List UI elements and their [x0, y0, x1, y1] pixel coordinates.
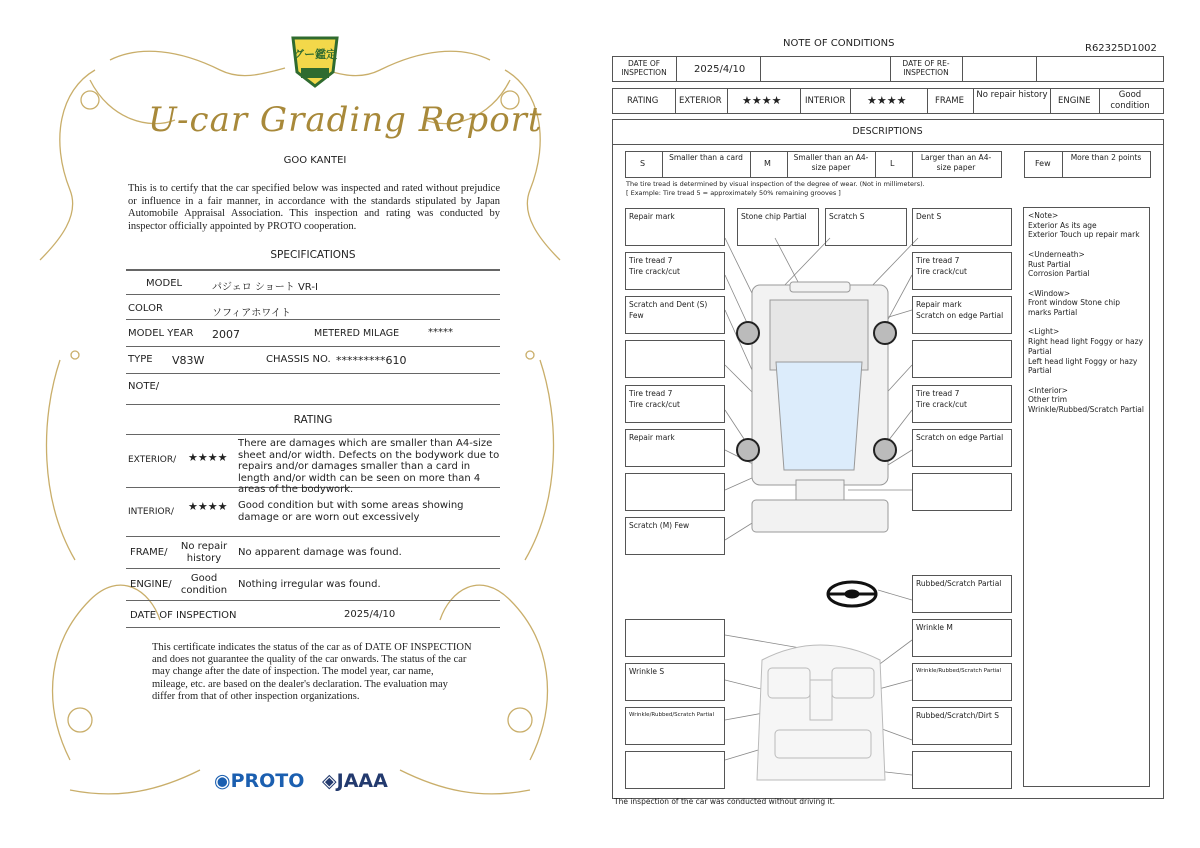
note-line: Right head light Foggy or hazy Partial: [1028, 337, 1144, 356]
rating-row-engine: [126, 569, 500, 601]
rating-heading: RATING: [293, 414, 333, 426]
sheet-footer: The inspection of the car was conducted without driving it.: [614, 797, 835, 806]
damage-box-rear-left: Repair mark: [625, 429, 725, 467]
damage-box-rear-seat-right: [912, 751, 1012, 789]
legend-l: L: [890, 159, 895, 168]
damage-box-tire-rear-left: [625, 385, 725, 423]
frame-label: FRAME/: [130, 547, 168, 558]
jaaa-mark-icon: ◈: [322, 770, 337, 792]
note-line: <Window>: [1028, 288, 1071, 298]
damage-box-right-door: [912, 340, 1012, 378]
damage-box-left-fender: Scratch and Dent (S) Few: [625, 296, 725, 334]
tire-tread: Tire tread 7: [916, 389, 960, 398]
tire-crack: Tire crack/cut: [629, 400, 680, 409]
legend-l-desc: Larger than an A4-size paper: [920, 153, 992, 172]
type-label: TYPE: [128, 354, 153, 365]
tire-tread: Tire tread 7: [629, 389, 673, 398]
steering-wheel-icon: [828, 582, 876, 606]
legend-few: Few: [1035, 159, 1051, 168]
damage-line-1: Repair mark: [916, 300, 962, 309]
tire-crack: Tire crack/cut: [629, 267, 680, 276]
exterior-stars: ★★★★: [188, 451, 228, 464]
note-line: [1028, 318, 1145, 328]
model-value: パジェロ ショート VR-Ⅰ: [212, 282, 318, 293]
interior-description: Good condition but with some areas showing damage or are worn out excessively: [238, 500, 464, 523]
damage-box-console: Rubbed/Scratch/Dirt S: [912, 707, 1012, 745]
specifications-heading: SPECIFICATIONS: [270, 249, 356, 261]
frame-label: FRAME: [935, 96, 964, 106]
notes-list: [1028, 211, 1145, 415]
rating-label: RATING: [627, 96, 659, 106]
certificate-disclaimer: This certificate indicates the status of the car as of DATE OF INSPECTION and does not guarantee the quality of the car onwards. The status of the car may change after the date of inspection. The model year, car name, mileage, etc. are based on the dealer's declaration. The evaluation may differ from that of other inspection organizations.: [152, 642, 472, 702]
note-label: NOTE/: [128, 381, 160, 392]
report-title: U-car Grading Report: [148, 100, 543, 140]
note-line: Wrinkle/Rubbed/Scratch Partial: [1028, 405, 1144, 415]
legend-m-desc: Smaller than an A4-size paper: [793, 153, 869, 172]
proto-logo-text: PROTO: [230, 770, 305, 792]
engine-value: Good condition: [1110, 90, 1150, 111]
spec-row-model: [126, 270, 500, 295]
model-year-value: 2007: [212, 328, 240, 341]
exterior-stars: ★★★★: [742, 94, 782, 107]
interior-label: INTERIOR: [805, 96, 846, 106]
damage-box-front-left: Repair mark: [625, 208, 725, 246]
damage-box-windshield: Stone chip Partial: [737, 208, 819, 246]
note-line: Other trim: [1028, 395, 1068, 405]
model-label: MODEL: [146, 278, 183, 289]
legend-s-desc: Smaller than a card: [669, 153, 743, 162]
damage-box-rear-seat-left: [625, 751, 725, 789]
legend-s: S: [640, 159, 646, 168]
damage-box-left-front-seat: Wrinkle S: [625, 663, 725, 701]
exterior-label: EXTERIOR: [679, 96, 722, 106]
note-line: Corrosion Partial: [1028, 269, 1090, 279]
engine-label: ENGINE/: [130, 579, 172, 590]
model-year-label: MODEL YEAR: [128, 328, 194, 339]
damage-line-2: Scratch on edge Partial: [916, 311, 1004, 320]
mileage-label: METERED MILAGE: [314, 328, 400, 339]
note-line: Left head light Foggy or hazy Partial: [1028, 356, 1138, 376]
note-line: <Note>: [1028, 211, 1059, 220]
interior-stars: ★★★★: [188, 500, 228, 513]
rating-row-frame: [126, 537, 500, 569]
tire-crack: Tire crack/cut: [916, 400, 967, 409]
engine-label: ENGINE: [1058, 96, 1091, 106]
proto-mark-icon: ◉: [214, 770, 231, 792]
note-line: <Underneath>: [1028, 249, 1085, 259]
damage-box-tire-front-right: [912, 252, 1012, 290]
sheet-heading: NOTE OF CONDITIONS: [783, 38, 895, 49]
engine-description: Nothing irregular was found.: [238, 579, 381, 590]
tread-note-2: [ Example: Tire tread 5 = approximately 50% remaining grooves ]: [626, 189, 841, 197]
exterior-label: EXTERIOR/: [128, 455, 177, 465]
tire-tread: Tire tread 7: [916, 256, 960, 265]
damage-box-right-front-seat: Wrinkle/Rubbed/Scratch Partial: [912, 663, 1012, 701]
reference-number: R62325D1002: [1085, 43, 1157, 54]
proto-logo: [214, 770, 304, 792]
chassis-label: CHASSIS NO.: [266, 354, 331, 365]
exterior-description: There are damages which are smaller than A4-size sheet and/or width. Defects on the bodywork due to repairs and/or damages smaller than a card in length and/or width can be seen on more than 4 areas of the bodywork.: [238, 438, 500, 495]
note-line: <Interior>: [1028, 385, 1068, 395]
damage-box-front-right: Dent S: [912, 208, 1012, 246]
damage-box-roof: [625, 473, 725, 511]
damage-box-left-trim: Wrinkle/Rubbed/Scratch Partial: [625, 707, 725, 745]
frame-value: No repair history: [976, 90, 1048, 100]
damage-box-tailgate: [912, 473, 1012, 511]
note-line: [1028, 279, 1145, 289]
color-label: COLOR: [128, 303, 163, 314]
interior-label: INTERIOR/: [128, 507, 174, 517]
damage-box-dashboard: [625, 619, 725, 657]
damage-box-rear-bumper: Scratch (M) Few: [625, 517, 725, 555]
interior-stars: ★★★★: [867, 94, 907, 107]
type-value: V83W: [172, 354, 205, 367]
damage-box-bonnet: Scratch S: [825, 208, 907, 246]
date-of-inspection-label: DATE OF INSPECTION: [621, 59, 667, 77]
spec-row-color: [126, 295, 500, 320]
note-line: [1028, 376, 1145, 386]
note-line: Rust Partial: [1028, 259, 1071, 269]
frame-value: No repair history: [180, 541, 228, 564]
date-of-reinspection-label: DATE OF RE-INSPECTION: [902, 59, 950, 77]
tire-crack: Tire crack/cut: [916, 267, 967, 276]
mileage-value: *****: [428, 327, 453, 338]
legend-few-desc: More than 2 points: [1070, 153, 1142, 162]
date-label: DATE OF INSPECTION: [130, 610, 237, 621]
report-subtitle: GOO KANTEI: [283, 155, 347, 166]
rating-row-date: [126, 601, 500, 628]
note-line: Exterior Touch up repair mark: [1028, 230, 1140, 240]
damage-box-steering: Rubbed/Scratch Partial: [912, 575, 1012, 613]
date-value: 2025/4/10: [344, 609, 396, 620]
tire-tread: Tire tread 7: [629, 256, 673, 265]
jaaa-logo: [322, 770, 388, 792]
legend-m: M: [764, 159, 771, 168]
tread-note-1: The tire tread is determined by visual inspection of the degree of wear. (Not in millimeters).: [626, 180, 925, 188]
damage-box-tire-rear-right: [912, 385, 1012, 423]
engine-value: Good condition: [180, 573, 228, 596]
damage-box-ceiling: Wrinkle M: [912, 619, 1012, 657]
chassis-value: *********610: [336, 354, 407, 367]
spec-row-type: [126, 347, 500, 374]
note-line: <Light>: [1028, 327, 1060, 337]
frame-description: No apparent damage was found.: [238, 547, 402, 558]
note-line: [1028, 240, 1145, 250]
jaaa-logo-text: JAAA: [336, 770, 388, 792]
note-line: Exterior As its age: [1028, 220, 1097, 230]
color-value: ソフィアホワイト: [212, 308, 291, 319]
badge-text: グー鑑定: [293, 48, 337, 61]
certification-statement: This is to certify that the car specified below was inspected and rated without prejudice or influence in a fair manner, in accordance with the standards stipulated by Japan Automobile Appraisal Association. This inspection and rating was conducted by inspector officially appointed by PROTO cooperation.: [128, 183, 500, 232]
date-of-inspection-value: 2025/4/10: [694, 64, 746, 75]
damage-box-left-door: [625, 340, 725, 378]
damage-box-tire-front-left: [625, 252, 725, 290]
descriptions-heading: DESCRIPTIONS: [852, 126, 923, 137]
spec-row-model-year: [126, 320, 500, 347]
damage-box-rear-right: Scratch on edge Partial: [912, 429, 1012, 467]
goo-kantei-badge: [289, 32, 341, 88]
damage-box-right-fender: [912, 296, 1012, 334]
spec-row-note: [126, 374, 500, 405]
condition-notes: [1023, 207, 1150, 787]
note-line: Front window Stone chip marks Partial: [1028, 298, 1120, 318]
